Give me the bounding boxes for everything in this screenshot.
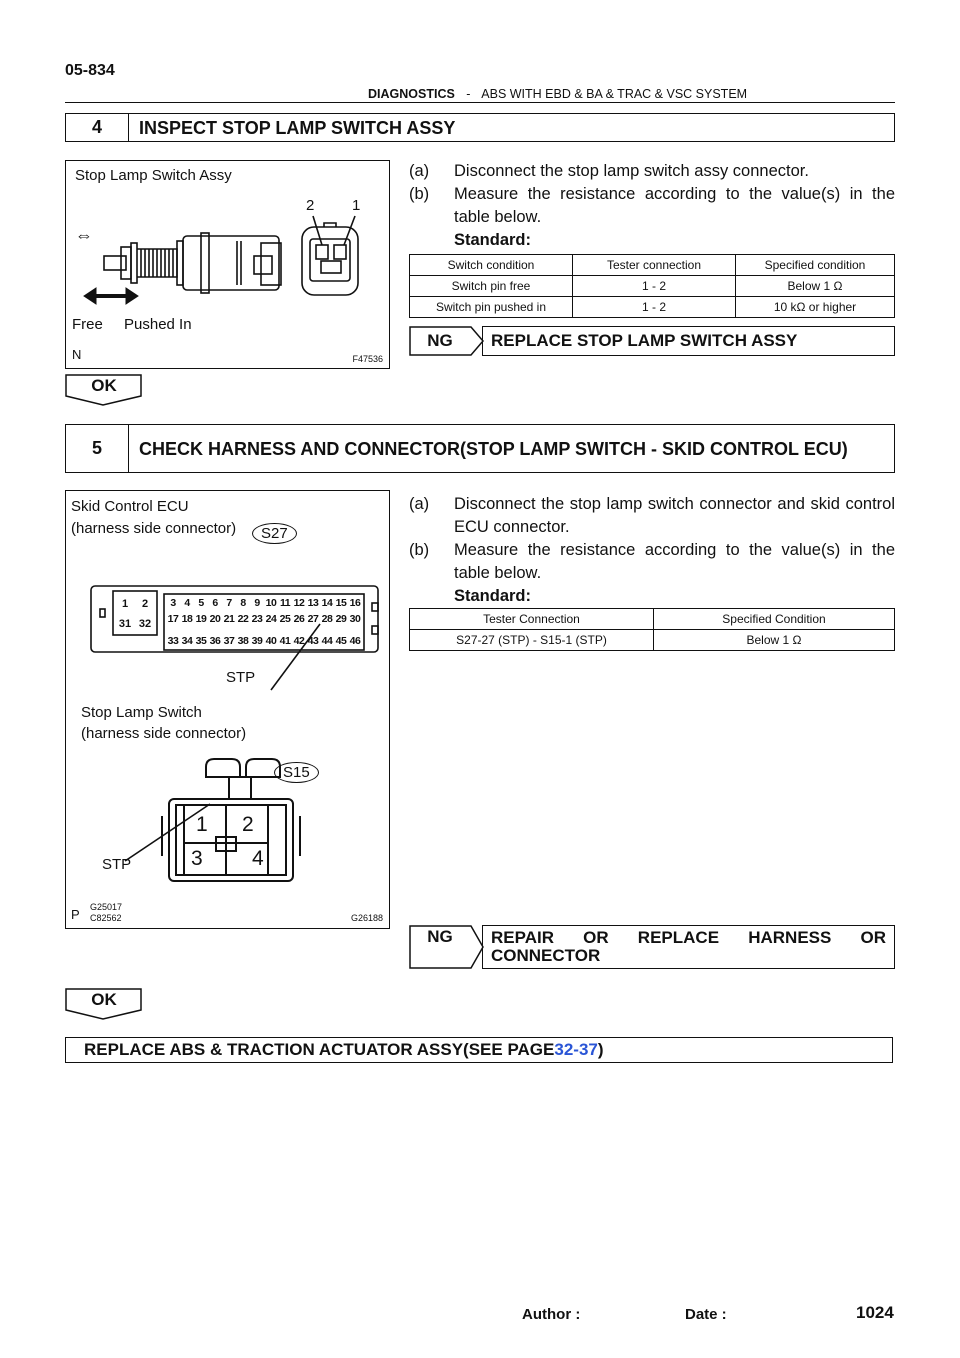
ecu-pin: 25	[279, 613, 291, 625]
instr-a-label: (a)	[409, 162, 430, 180]
instr-a-text: Disconnect the stop lamp switch connector and skid control ECU connector.	[454, 495, 895, 536]
ecu-pin: 14	[321, 597, 333, 609]
ecu-pin: 11	[279, 597, 291, 609]
ng-action-box: REPLACE STOP LAMP SWITCH ASSY	[482, 326, 895, 356]
instr-b-text: Measure the resistance according to the value(s) in the table below.	[454, 185, 895, 226]
table-header-row	[410, 609, 895, 630]
step-number: 5	[66, 425, 129, 472]
ecu-pin: 41	[279, 635, 291, 647]
ecu-pin: 19	[195, 613, 207, 625]
harness-connector-figure	[65, 490, 390, 929]
table-row	[410, 297, 895, 318]
figure-title: Stop Lamp Switch Assy	[75, 167, 232, 184]
pin-label-1: 1	[352, 197, 361, 214]
ecu-pin: 15	[335, 597, 347, 609]
switch-pin-1: 1	[196, 813, 208, 836]
step-5-spec-table	[409, 608, 895, 651]
header-system: ABS WITH EBD & BA & TRAC & VSC SYSTEM	[481, 87, 748, 101]
ecu-pin: 44	[321, 635, 333, 647]
figure-corner-letter: P	[71, 907, 80, 922]
table-header-cell: Tester Connection	[410, 609, 654, 630]
double-arrow-icon: ⇔	[75, 225, 93, 245]
ng-action-box: REPAIR OR REPLACE HARNESS OR CONNECTOR	[482, 925, 895, 969]
table-row	[410, 276, 895, 297]
table-header-cell: Switch condition	[410, 255, 573, 276]
ecu-pin: 34	[181, 635, 193, 647]
ecu-pin: 30	[349, 613, 361, 625]
ecu-pin: 38	[237, 635, 249, 647]
step-5-header	[65, 424, 895, 473]
step-5-instructions	[409, 493, 895, 608]
instr-b-text: Measure the resistance according to the value(s) in the table below.	[454, 541, 895, 582]
ng-label: NG	[427, 927, 453, 946]
ecu-pin: 37	[223, 635, 235, 647]
ecu-pin: 17	[167, 613, 179, 625]
ecu-pin: 4	[184, 597, 190, 609]
table-header-cell: Specified condition	[736, 255, 895, 276]
table-cell: Below 1 Ω	[654, 630, 895, 651]
instr-b-label: (b)	[409, 185, 430, 203]
ecu-pin: 5	[198, 597, 204, 609]
ecu-pin: 21	[223, 613, 235, 625]
header-rule	[65, 102, 895, 103]
ecu-pin: 29	[335, 613, 347, 625]
table-header-cell: Specified Condition	[654, 609, 895, 630]
stp-label-switch: STP	[102, 856, 132, 873]
ecu-pin: 20	[209, 613, 221, 625]
ecu-pin: 8	[240, 597, 246, 609]
ecu-pin: 42	[293, 635, 305, 647]
ecu-pin: 3	[170, 597, 176, 609]
ecu-pin: 28	[321, 613, 333, 625]
switch-pin-2: 2	[242, 813, 254, 836]
instr-a-label: (a)	[409, 495, 430, 513]
ecu-pin: 18	[181, 613, 193, 625]
instr-a-text: Disconnect the stop lamp switch assy connector.	[454, 162, 809, 180]
ecu-pin: 31	[118, 618, 132, 630]
ecu-pin: 10	[265, 597, 277, 609]
figure-code: F47536	[352, 354, 383, 364]
ecu-subtitle: (harness side connector)	[71, 520, 237, 537]
footer-date: Date :	[685, 1306, 727, 1323]
connector-code-s15: S15	[274, 762, 319, 783]
switch-title: Stop Lamp Switch	[81, 704, 202, 721]
ecu-pin: 23	[251, 613, 263, 625]
step-title: CHECK HARNESS AND CONNECTOR(STOP LAMP SWITCH - SKID CONTROL ECU)	[139, 438, 848, 459]
switch-pin-4: 4	[252, 847, 264, 870]
page-number: 05-834	[65, 62, 115, 79]
table-cell: 10 kΩ or higher	[736, 297, 895, 318]
ecu-pin: 12	[293, 597, 305, 609]
footer-page-number: 1024	[856, 1303, 894, 1322]
final-action-close: )	[597, 1040, 604, 1059]
ecu-pin: 13	[307, 597, 319, 609]
figure-code: G25017	[90, 902, 123, 912]
ecu-pin: 46	[349, 635, 361, 647]
switch-subtitle: (harness side connector)	[81, 725, 247, 742]
ecu-pin: 27	[307, 613, 319, 625]
table-cell: Switch pin free	[410, 276, 573, 297]
table-cell: S27-27 (STP) - S15-1 (STP)	[410, 630, 654, 651]
table-cell: Switch pin pushed in	[410, 297, 573, 318]
table-cell: Below 1 Ω	[736, 276, 895, 297]
step-4-instructions	[409, 160, 895, 252]
figure-code: C82562	[90, 913, 122, 923]
switch-drawing	[66, 161, 389, 368]
ecu-pin: 43	[307, 635, 319, 647]
header-dash: -	[466, 87, 471, 101]
table-cell: 1 - 2	[573, 297, 736, 318]
header-section: DIAGNOSTICS	[368, 87, 455, 101]
table-row	[410, 630, 895, 651]
ok-label: OK	[91, 376, 117, 395]
ecu-pin: 35	[195, 635, 207, 647]
ecu-pin: 33	[167, 635, 179, 647]
ecu-pin: 7	[226, 597, 232, 609]
table-header-row	[410, 255, 895, 276]
final-action-text: REPLACE ABS & TRACTION ACTUATOR ASSY(SEE PAGE	[84, 1040, 555, 1059]
page-header	[368, 87, 747, 101]
stp-label-ecu: STP	[226, 669, 256, 686]
ecu-pin: 26	[293, 613, 305, 625]
step-number: 4	[66, 114, 129, 141]
ng-label: NG	[427, 331, 453, 350]
ecu-pin: 2	[141, 598, 149, 610]
instr-b-label: (b)	[409, 541, 430, 559]
ecu-pin: 6	[212, 597, 218, 609]
ecu-pin: 1	[121, 598, 129, 610]
final-action-box	[65, 1037, 893, 1063]
footer-author: Author :	[522, 1306, 581, 1323]
figure-corner-letter: N	[72, 347, 82, 362]
pin-label-2: 2	[306, 197, 315, 214]
step-4-header	[65, 113, 895, 142]
ecu-pin: 16	[349, 597, 361, 609]
switch-pin-3: 3	[191, 847, 203, 870]
ok-label: OK	[91, 990, 117, 1009]
label-free: Free	[72, 316, 103, 333]
ecu-pin: 36	[209, 635, 221, 647]
page-reference-link[interactable]: 32-37	[554, 1040, 598, 1059]
label-pushed-in: Pushed In	[124, 316, 192, 333]
ecu-pin: 9	[254, 597, 260, 609]
standard-label: Standard:	[454, 231, 532, 249]
standard-label: Standard:	[454, 587, 532, 605]
table-cell: 1 - 2	[573, 276, 736, 297]
ecu-pin: 22	[237, 613, 249, 625]
figure-code: G26188	[350, 913, 383, 923]
ecu-pin: 40	[265, 635, 277, 647]
table-header-cell: Tester connection	[573, 255, 736, 276]
ecu-title: Skid Control ECU	[71, 498, 189, 515]
ecu-pin: 32	[138, 618, 152, 630]
step-4-spec-table	[409, 254, 895, 318]
stop-lamp-switch-figure	[65, 160, 390, 369]
ecu-pin: 24	[265, 613, 277, 625]
step-title: INSPECT STOP LAMP SWITCH ASSY	[139, 117, 456, 138]
ecu-pin: 45	[335, 635, 347, 647]
connector-code-s27: S27	[252, 523, 297, 544]
ecu-pin: 39	[251, 635, 263, 647]
